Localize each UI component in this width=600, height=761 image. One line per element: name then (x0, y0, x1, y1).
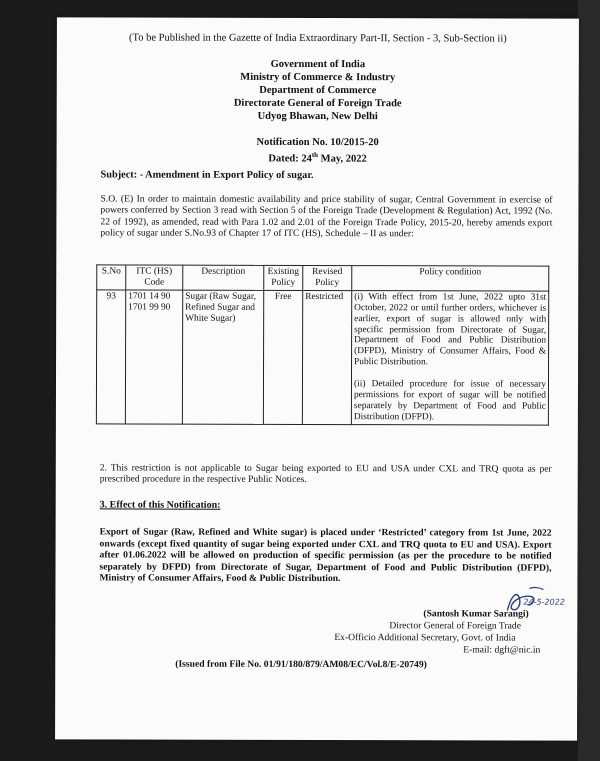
effect-heading: 3. Effect of this Notification: (99, 499, 221, 511)
table-row (96, 290, 548, 425)
itc-code-1: 1701 14 90 (128, 291, 171, 302)
org-line-1: Government of India (270, 58, 366, 71)
org-line-5: Udyog Bhawan, New Delhi (257, 110, 378, 123)
cell-description: Sugar (Raw Sugar, Refined Sugar and White Sugar) (182, 290, 263, 424)
signatory-ex-officio: Ex-Officio Additional Secretary, Govt. of India (334, 632, 516, 644)
org-line-4: Directorate General of Foreign Trade (233, 97, 402, 110)
cell-existing-policy: Free (263, 290, 302, 424)
signatory-name: (Santosh Kumar Sarangi) (423, 608, 529, 620)
file-number: (Issued from File No. 01/91/180/879/AM08/EC/Vol.8/E-20749) (175, 658, 427, 671)
notification-number: Notification No. 10/2015-20 (256, 136, 379, 149)
header-existing-policy: Existing Policy (264, 265, 303, 290)
condition-1: (i) With effect from 1st June, 2022 upto 31st October, 2022 or until further orders, whichever is earlier, export of sugar is allowed only with specific permission from Directorate of Sugar, Department of Food and Public Distribution (DFPD), Ministry of Consumer Affairs, Food & Public Distribution. (354, 291, 547, 368)
header-sno: S.No (97, 265, 126, 290)
cell-revised-policy: Restricted (302, 290, 351, 424)
header-policy-condition: Policy condition (352, 266, 549, 291)
header-description: Description (183, 265, 264, 290)
subject-line: Subject: - Amendment in Export Policy of sugar. (100, 169, 314, 181)
org-line-2: Ministry of Commerce & Industry (240, 71, 396, 84)
intro-paragraph: S.O. (E) In order to maintain domestic availability and price stability of sugar, Central Government in exercise of powers conferred by Section 3 read with Section 5 of the Foreign Trade (Development & Regulation) Act, 1992 (No. 22 of 1992), as amended, read with Para 1.02 and 2.01 of the Foreign Trade Policy, 2015-20, hereby amends export policy of sugar under S.No.93 of Chapter 17 of ITC (HS), Schedule – II as under: (100, 193, 553, 240)
handwritten-date: 24-5-2022 (523, 597, 565, 607)
signatory-email: E-mail: dgft@nic.in (463, 644, 541, 656)
background-edge (578, 0, 600, 761)
signatory-title: Director General of Foreign Trade (389, 620, 521, 632)
header-revised-policy: Revised Policy (303, 265, 352, 290)
cell-policy-condition (351, 290, 548, 424)
condition-2: (ii) Detailed procedure for issue of necessary permissions for export of sugar will be notified separately by Department of Food and Public Distribution (DFPD). (353, 379, 546, 423)
policy-table (96, 264, 549, 425)
gazette-note: (To be Published in the Gazette of India Extraordinary Part-II, Section - 3, Sub-Section ii) (129, 32, 507, 45)
notification-page (55, 17, 579, 740)
itc-code-2: 1701 99 90 (128, 302, 171, 313)
effect-paragraph: Export of Sugar (Raw, Refined and White sugar) is placed under ‘Restricted’ category from 1st June, 2022 onwards (except fixed quantity of sugar being exported under CXL and TRQ quota to EU and USA). Export after 01.06.2022 will be allowed on production of specific permission (as per the procedure to be notified separately by DFPD) from Directorate of Sugar, Department of Food and Public Distribution (DFPD), Ministry of Consumer Affairs, Food & Public Distribution. (99, 526, 552, 585)
cell-itc-codes (125, 290, 182, 424)
table-header-row (97, 265, 549, 291)
cell-sno: 93 (96, 290, 125, 424)
paragraph-2: 2. This restriction is not applicable to Sugar being exported to EU and USA under CXL and TRQ quota as per prescribed procedure in the respective Public Notices. (99, 462, 552, 486)
notification-date: Dated: 24th May, 2022 (268, 150, 367, 165)
org-line-3: Department of Commerce (259, 84, 377, 97)
header-itc-code: ITC (HS) Code (126, 265, 183, 290)
